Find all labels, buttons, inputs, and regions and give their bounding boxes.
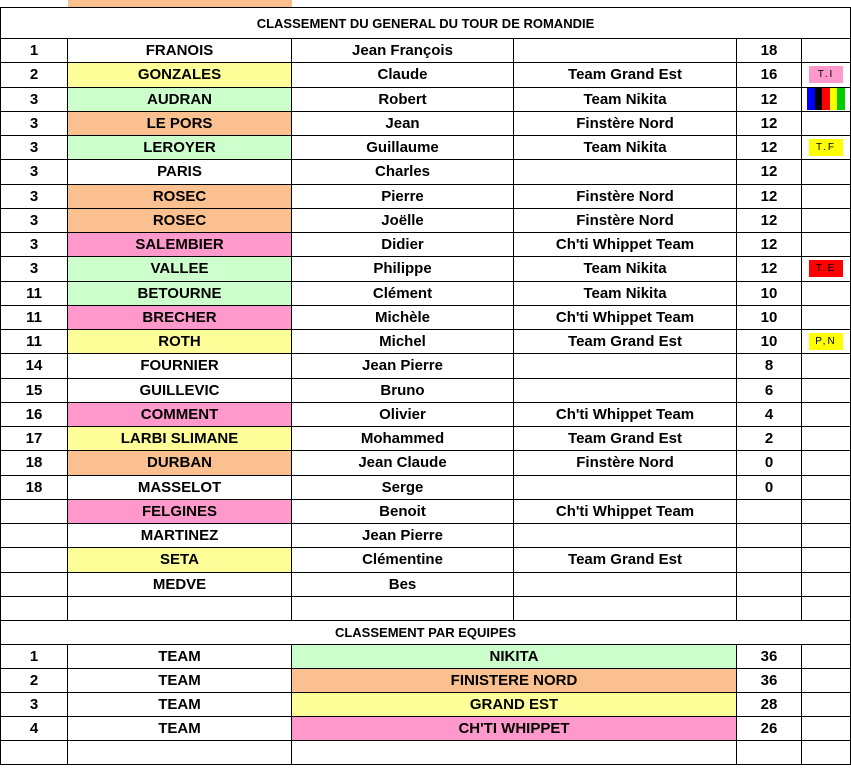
points-cell[interactable] xyxy=(737,573,802,597)
last-name-cell[interactable]: BRECHER xyxy=(68,306,292,330)
award-cell[interactable] xyxy=(802,88,851,112)
last-name-cell[interactable]: LEROYER xyxy=(68,136,292,160)
team-cell[interactable]: Finstère Nord xyxy=(514,451,737,475)
last-name-cell[interactable]: ROTH xyxy=(68,330,292,354)
points-cell[interactable]: 12 xyxy=(737,209,802,233)
points-cell[interactable]: 16 xyxy=(737,63,802,87)
last-name-cell[interactable]: PARIS xyxy=(68,160,292,184)
points-cell[interactable]: 12 xyxy=(737,88,802,112)
award-cell[interactable] xyxy=(802,427,851,451)
rank-cell[interactable]: 14 xyxy=(0,354,68,378)
team-name-cell[interactable]: GRAND EST xyxy=(292,693,737,717)
team-cell[interactable] xyxy=(514,597,737,621)
last-name-cell[interactable]: COMMENT xyxy=(68,403,292,427)
general-ranking-title: CLASSEMENT DU GENERAL DU TOUR DE ROMANDIE xyxy=(0,7,851,39)
points-cell[interactable]: 12 xyxy=(737,257,802,281)
points-cell[interactable]: 10 xyxy=(737,282,802,306)
points-cell[interactable]: 0 xyxy=(737,476,802,500)
points-cell[interactable]: 4 xyxy=(737,403,802,427)
award-cell[interactable] xyxy=(802,379,851,403)
first-name-cell[interactable]: Bruno xyxy=(292,379,514,403)
rank-cell[interactable]: 15 xyxy=(0,379,68,403)
stripe xyxy=(822,88,830,110)
points-cell[interactable]: 2 xyxy=(737,427,802,451)
rank-cell[interactable] xyxy=(0,597,68,621)
team-cell[interactable]: Team Nikita xyxy=(514,282,737,306)
first-name-cell[interactable]: Jean Pierre xyxy=(292,524,514,548)
last-name-cell[interactable]: GUILLEVIC xyxy=(68,379,292,403)
rank-cell[interactable]: 1 xyxy=(0,39,68,63)
award-cell[interactable] xyxy=(802,476,851,500)
stripe xyxy=(807,88,815,110)
last-name-cell[interactable]: AUDRAN xyxy=(68,88,292,112)
rank-cell[interactable]: 3 xyxy=(0,185,68,209)
points-cell[interactable]: 8 xyxy=(737,354,802,378)
points-cell[interactable]: 6 xyxy=(737,379,802,403)
rank-cell[interactable] xyxy=(0,548,68,572)
team-label-cell[interactable]: TEAM xyxy=(68,693,292,717)
award-cell[interactable] xyxy=(802,451,851,475)
points-cell[interactable]: 12 xyxy=(737,160,802,184)
last-name-cell[interactable]: FELGINES xyxy=(68,500,292,524)
first-name-cell[interactable]: Clémentine xyxy=(292,548,514,572)
points-cell[interactable]: 12 xyxy=(737,136,802,160)
team-cell[interactable] xyxy=(514,379,737,403)
last-name-cell[interactable]: MEDVE xyxy=(68,573,292,597)
rank-cell[interactable]: 3 xyxy=(0,209,68,233)
team-extra-cell[interactable] xyxy=(802,693,851,717)
first-name-cell[interactable]: Claude xyxy=(292,63,514,87)
team-points-cell[interactable]: 36 xyxy=(737,645,802,669)
team-extra-cell[interactable] xyxy=(802,741,851,765)
first-name-cell[interactable]: Philippe xyxy=(292,257,514,281)
first-name-cell[interactable]: Guillaume xyxy=(292,136,514,160)
team-rank-cell[interactable]: 3 xyxy=(0,693,68,717)
points-cell[interactable] xyxy=(737,548,802,572)
team-name-cell[interactable]: NIKITA xyxy=(292,645,737,669)
points-cell[interactable]: 12 xyxy=(737,112,802,136)
rank-cell[interactable]: 3 xyxy=(0,257,68,281)
team-name-cell[interactable]: CH'TI WHIPPET xyxy=(292,717,737,741)
team-points-cell[interactable]: 26 xyxy=(737,717,802,741)
team-cell[interactable]: Finstère Nord xyxy=(514,112,737,136)
team-cell[interactable] xyxy=(514,39,737,63)
team-rank-cell[interactable]: 4 xyxy=(0,717,68,741)
rank-cell[interactable]: 3 xyxy=(0,88,68,112)
team-cell[interactable]: Team Grand Est xyxy=(514,330,737,354)
team-cell[interactable] xyxy=(514,160,737,184)
team-points-cell[interactable]: 28 xyxy=(737,693,802,717)
last-name-cell[interactable]: SETA xyxy=(68,548,292,572)
rank-cell[interactable] xyxy=(0,524,68,548)
team-cell[interactable] xyxy=(514,524,737,548)
points-cell[interactable]: 18 xyxy=(737,39,802,63)
first-name-cell[interactable]: Bes xyxy=(292,573,514,597)
team-name-cell[interactable] xyxy=(292,741,737,765)
team-label-cell[interactable]: TEAM xyxy=(68,645,292,669)
rank-cell[interactable]: 17 xyxy=(0,427,68,451)
points-cell[interactable]: 12 xyxy=(737,233,802,257)
award-cell[interactable] xyxy=(802,524,851,548)
points-cell[interactable]: 0 xyxy=(737,451,802,475)
team-rank-cell[interactable]: 2 xyxy=(0,669,68,693)
team-rank-cell[interactable] xyxy=(0,741,68,765)
team-extra-cell[interactable] xyxy=(802,645,851,669)
team-cell[interactable]: Team Nikita xyxy=(514,257,737,281)
first-name-cell[interactable]: Robert xyxy=(292,88,514,112)
first-name-cell[interactable]: Jean François xyxy=(292,39,514,63)
team-extra-cell[interactable] xyxy=(802,717,851,741)
first-name-cell[interactable]: Clément xyxy=(292,282,514,306)
team-label-cell[interactable]: TEAM xyxy=(68,717,292,741)
stripe xyxy=(815,88,823,110)
stripe xyxy=(830,88,838,110)
team-rank-cell[interactable]: 1 xyxy=(0,645,68,669)
rank-cell[interactable] xyxy=(0,573,68,597)
rank-cell[interactable] xyxy=(0,500,68,524)
award-cell[interactable] xyxy=(802,136,851,160)
award-badge: P,N xyxy=(809,333,843,350)
team-cell[interactable] xyxy=(514,476,737,500)
team-cell[interactable]: Ch'ti Whippet Team xyxy=(514,233,737,257)
award-cell[interactable] xyxy=(802,112,851,136)
first-name-cell[interactable]: Didier xyxy=(292,233,514,257)
team-cell[interactable]: Team Grand Est xyxy=(514,427,737,451)
team-cell[interactable] xyxy=(514,573,737,597)
rank-cell[interactable]: 16 xyxy=(0,403,68,427)
award-badge: T.E xyxy=(809,260,843,277)
last-name-cell[interactable]: MARTINEZ xyxy=(68,524,292,548)
rank-cell[interactable]: 3 xyxy=(0,136,68,160)
team-points-cell[interactable]: 36 xyxy=(737,669,802,693)
first-name-cell[interactable]: Jean xyxy=(292,112,514,136)
first-name-cell[interactable]: Mohammed xyxy=(292,427,514,451)
first-name-cell[interactable] xyxy=(292,597,514,621)
award-cell[interactable] xyxy=(802,500,851,524)
last-name-cell[interactable]: SALEMBIER xyxy=(68,233,292,257)
last-name-cell[interactable]: ROSEC xyxy=(68,185,292,209)
team-cell[interactable]: Ch'ti Whippet Team xyxy=(514,500,737,524)
first-name-cell[interactable]: Michel xyxy=(292,330,514,354)
points-cell[interactable]: 10 xyxy=(737,330,802,354)
team-cell[interactable]: Team Grand Est xyxy=(514,63,737,87)
first-name-cell[interactable]: Charles xyxy=(292,160,514,184)
team-label-cell[interactable] xyxy=(68,741,292,765)
team-cell[interactable] xyxy=(514,354,737,378)
first-name-cell[interactable]: Pierre xyxy=(292,185,514,209)
award-cell[interactable] xyxy=(802,39,851,63)
team-name-cell[interactable]: FINISTERE NORD xyxy=(292,669,737,693)
rank-cell[interactable]: 11 xyxy=(0,306,68,330)
award-cell[interactable] xyxy=(802,233,851,257)
last-name-cell[interactable]: VALLEE xyxy=(68,257,292,281)
award-cell[interactable] xyxy=(802,160,851,184)
last-name-cell[interactable]: BETOURNE xyxy=(68,282,292,306)
last-name-cell[interactable]: FRANOIS xyxy=(68,39,292,63)
award-badge: T.I xyxy=(809,66,843,83)
team-cell[interactable]: Team Nikita xyxy=(514,136,737,160)
last-name-cell[interactable]: ROSEC xyxy=(68,209,292,233)
rank-cell[interactable]: 3 xyxy=(0,112,68,136)
award-cell[interactable] xyxy=(802,573,851,597)
first-name-cell[interactable]: Benoit xyxy=(292,500,514,524)
team-extra-cell[interactable] xyxy=(802,669,851,693)
rank-cell[interactable]: 3 xyxy=(0,160,68,184)
points-cell[interactable] xyxy=(737,524,802,548)
rank-cell[interactable]: 11 xyxy=(0,330,68,354)
first-name-cell[interactable]: Olivier xyxy=(292,403,514,427)
first-name-cell[interactable]: Jean Claude xyxy=(292,451,514,475)
team-label-cell[interactable]: TEAM xyxy=(68,669,292,693)
points-cell[interactable]: 12 xyxy=(737,185,802,209)
team-cell[interactable]: Finstère Nord xyxy=(514,185,737,209)
award-cell[interactable] xyxy=(802,282,851,306)
first-name-cell[interactable]: Serge xyxy=(292,476,514,500)
award-cell[interactable] xyxy=(802,63,851,87)
last-name-cell[interactable]: GONZALES xyxy=(68,63,292,87)
stripe xyxy=(837,88,845,110)
rank-cell[interactable]: 2 xyxy=(0,63,68,87)
award-cell[interactable] xyxy=(802,209,851,233)
award-cell[interactable] xyxy=(802,185,851,209)
team-points-cell[interactable] xyxy=(737,741,802,765)
award-cell[interactable] xyxy=(802,597,851,621)
team-cell[interactable]: Ch'ti Whippet Team xyxy=(514,403,737,427)
team-cell[interactable]: Team Nikita xyxy=(514,88,737,112)
first-name-cell[interactable]: Jean Pierre xyxy=(292,354,514,378)
last-name-cell[interactable] xyxy=(68,597,292,621)
award-cell[interactable] xyxy=(802,354,851,378)
last-name-cell[interactable]: LARBI SLIMANE xyxy=(68,427,292,451)
team-cell[interactable]: Finstère Nord xyxy=(514,209,737,233)
rank-cell[interactable]: 11 xyxy=(0,282,68,306)
first-name-cell[interactable]: Michèle xyxy=(292,306,514,330)
jersey-stripes-icon xyxy=(807,88,845,110)
award-cell[interactable] xyxy=(802,330,851,354)
last-name-cell[interactable]: FOURNIER xyxy=(68,354,292,378)
team-cell[interactable]: Team Grand Est xyxy=(514,548,737,572)
points-cell[interactable] xyxy=(737,500,802,524)
top-strip-fill xyxy=(68,0,292,7)
team-cell[interactable]: Ch'ti Whippet Team xyxy=(514,306,737,330)
award-badge: T.F xyxy=(809,139,843,156)
rank-cell[interactable]: 18 xyxy=(0,451,68,475)
team-ranking-title: CLASSEMENT PAR EQUIPES xyxy=(0,620,851,645)
award-cell[interactable] xyxy=(802,403,851,427)
last-name-cell[interactable]: MASSELOT xyxy=(68,476,292,500)
points-cell[interactable] xyxy=(737,597,802,621)
rank-cell[interactable]: 18 xyxy=(0,476,68,500)
last-name-cell[interactable]: DURBAN xyxy=(68,451,292,475)
award-cell[interactable] xyxy=(802,306,851,330)
first-name-cell[interactable]: Joëlle xyxy=(292,209,514,233)
points-cell[interactable]: 10 xyxy=(737,306,802,330)
award-cell[interactable] xyxy=(802,548,851,572)
rank-cell[interactable]: 3 xyxy=(0,233,68,257)
last-name-cell[interactable]: LE PORS xyxy=(68,112,292,136)
award-cell[interactable] xyxy=(802,257,851,281)
